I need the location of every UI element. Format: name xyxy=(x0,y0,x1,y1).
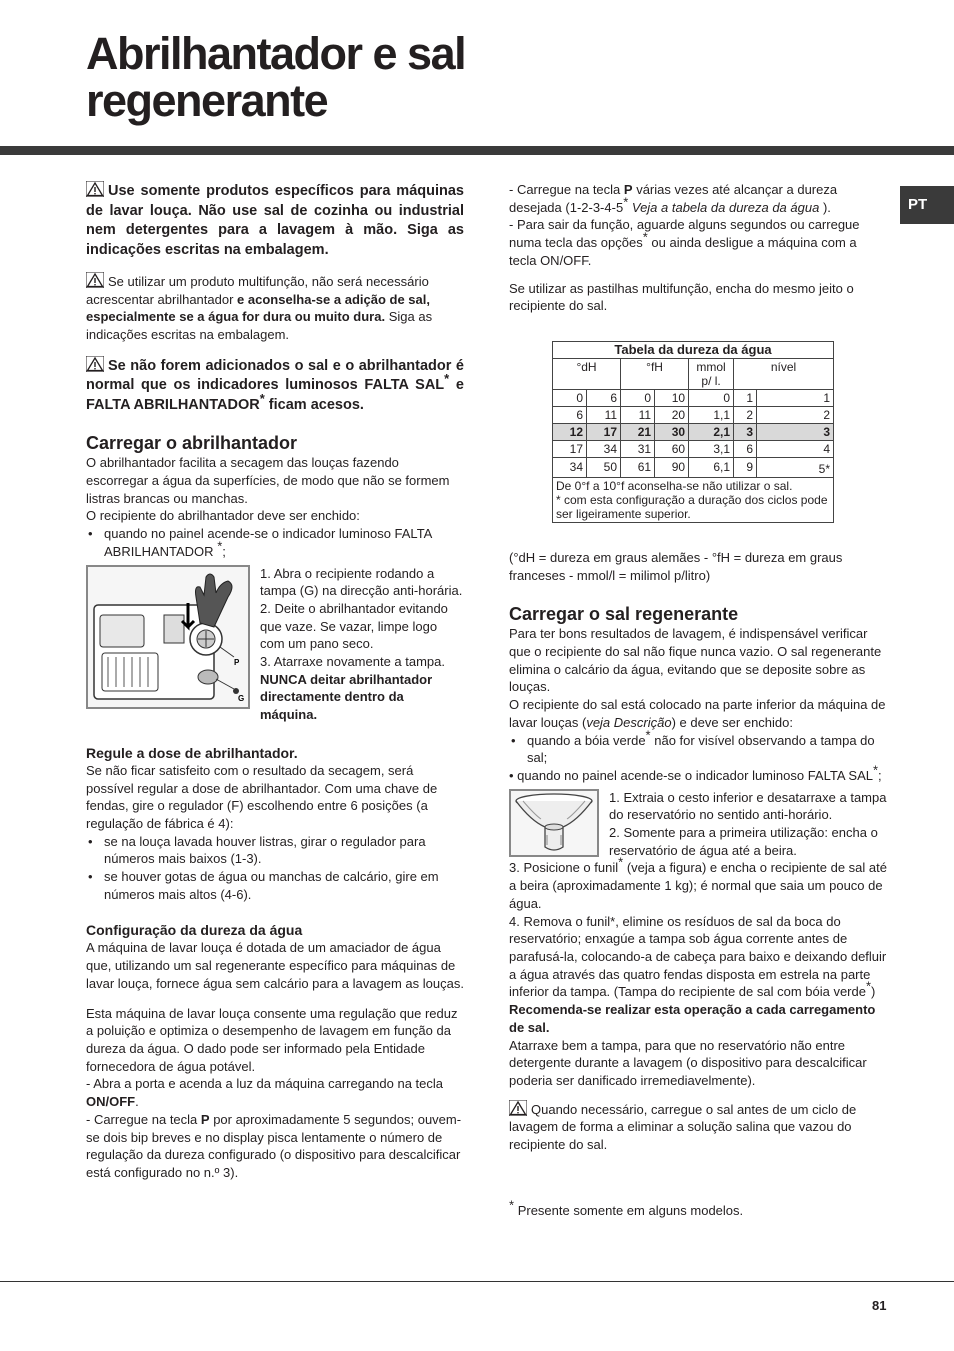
rinse-aid-dispenser-figure xyxy=(86,565,250,709)
rinse-aid-paragraph-2: O recipiente do abrilhantador deve ser enchido: xyxy=(86,508,360,524)
table-row xyxy=(553,389,834,406)
page-title xyxy=(86,30,465,124)
rinse-aid-step-2: 2. Deite o abrilhantador evitando que vaze. Se vazar, limpe logo com um pano seco. xyxy=(260,600,448,652)
hardness-paragraph-4 xyxy=(86,1111,464,1182)
table-cell: 0 xyxy=(553,389,587,406)
table-cell: 90 xyxy=(655,457,689,477)
p2-a: - Para sair da função, aguarde alguns segundos ou carregue numa tecla das opções xyxy=(509,217,860,251)
footnote: * Presente somente em alguns modelos. xyxy=(509,1197,744,1218)
dose-bullet-1: • se na louça lavada houver listras, girar o regulador para números mais baixos (1-3). xyxy=(86,833,464,868)
table-cell: 6 xyxy=(587,389,621,406)
table-cell: 6 xyxy=(553,406,587,423)
water-hardness-table xyxy=(552,341,834,523)
title-line-1: Abrilhantador e sal xyxy=(86,28,466,79)
table-row xyxy=(553,406,834,423)
table-cell: 0 xyxy=(621,389,655,406)
table-cell: 20 xyxy=(655,406,689,423)
salt-funnel-figure xyxy=(509,789,599,857)
salt-s3-b: (veja a figura) e encha o recipiente de sal até a beira (aproximadamente 1 kg); é normal que saia um pouco de água. xyxy=(509,860,887,911)
hardness-p3-c: . xyxy=(135,1094,139,1110)
hardness-paragraph-1: A máquina de lavar louça é dotada de um amaciador de água que, utilizando um sal regenerante específico para máquinas de lavar louça, fornece água sem calcário para a lavagem as louças. xyxy=(86,940,464,991)
table-cell: 34 xyxy=(587,440,621,457)
table-cell: 9 xyxy=(734,457,757,477)
title-line-2: regenerante xyxy=(86,75,328,126)
salt-step-2: 2. Somente para a primeira utilização: encha o reservatório de água até a beira. xyxy=(609,825,878,858)
table-cell: 1 xyxy=(734,389,757,406)
hardness-p3-a: - Abra a porta e acenda a luz da máquina carregando na tecla xyxy=(86,1076,444,1092)
warning-3-text-b: e FALTA ABRILHANTADOR xyxy=(86,377,464,413)
warning-3 xyxy=(86,356,464,416)
hardness-p3-onoff: ON/OFF xyxy=(86,1094,136,1110)
left-column xyxy=(86,181,464,1182)
salt-s3-a: 3. Posicione o funil xyxy=(509,860,619,876)
warning-icon xyxy=(86,356,104,372)
footnote-star: * xyxy=(217,538,223,554)
table-cell: 2,1 xyxy=(689,423,734,440)
rinse-aid-bullet-text: quando no painel acende-se o indicador luminoso FALTA ABRILHANTADOR xyxy=(104,526,432,559)
warning-icon xyxy=(509,1100,527,1116)
salt-bullet-2: • quando no painel acende-se o indicador luminoso FALTA SAL*; xyxy=(509,762,882,783)
salt-funnel-illustration xyxy=(511,791,597,855)
table-header-fh: °fH xyxy=(621,358,689,389)
table-row-highlighted xyxy=(553,423,834,440)
warning-2-text-a: Se utilizar um produto multifunção, não será necessário acrescentar abrilhantador xyxy=(86,274,429,307)
p2-b: ou ainda desligue a máquina com a tecla ON/OFF. xyxy=(509,235,857,268)
salt-p2-c: ) e deve ser enchido: xyxy=(671,714,793,730)
warning-1-text: Use somente produtos específicos para máquinas de lavar louça. Não use sal de cozinha ou industrial nem detergentes para a lavagem à mão. Siga as indicações escritas na embalagem. xyxy=(86,183,464,258)
table-note-2: * com esta configuração a duração dos ciclos pode ser ligeiramente superior. xyxy=(556,492,828,521)
salt-b1-a: quando a bóia verde xyxy=(527,732,646,748)
table-header-level: nível xyxy=(734,358,834,389)
table-cell: 17 xyxy=(587,423,621,440)
hardness-paragraph-3 xyxy=(86,1075,464,1110)
language-tab: PT xyxy=(900,186,954,224)
rinse-aid-bullet xyxy=(86,525,464,560)
salt-bullet-1: • quando a bóia verde* não for visível observando a tampa do sal; xyxy=(509,732,887,767)
table-cell: 11 xyxy=(621,406,655,423)
table-cell: 31 xyxy=(621,440,655,457)
dose-paragraph: Se não ficar satisfeito com o resultado da secagem, será possível regular a dose de abrilhantador. Com uma chave de fendas, gire o regulador (F) escolhendo entre 6 posições (a regulação de fábrica é 4): xyxy=(86,762,438,831)
table-cell: 60 xyxy=(655,440,689,457)
rinse-aid-heading: Carregar o abrilhantador xyxy=(86,433,298,454)
table-row xyxy=(553,457,834,477)
dose-bullet-2: • se houver gotas de água ou manchas de calcário, gire em números mais altos (4-6). xyxy=(86,868,464,903)
table-cell: 3,1 xyxy=(689,440,734,457)
multifunction-note: Se utilizar as pastilhas multifunção, encha do mesmo jeito o recipiente do sal. xyxy=(509,280,854,314)
salt-paragraph-1: Para ter bons resultados de lavagem, é indispensável verificar que o recipiente do sal não fique nunca vazio. O sal regenerante elimina o calcário da água, evitando que se deposite sobre as louças. xyxy=(509,626,882,695)
table-cell: 50 xyxy=(587,457,621,477)
rinse-aid-never-warning: NUNCA deitar abrilhantador directamente dentro da máquina. xyxy=(260,671,433,723)
table-cell: 0 xyxy=(689,389,734,406)
salt-p2-a: O recipiente do sal está colocado na parte inferior da máquina de lavar louças ( xyxy=(509,697,886,730)
warning-2-text-c: Siga as indicações escritas na embalagem. xyxy=(86,309,433,343)
salt-step-3: 3. Posicione o funil* (veja a figura) e encha o recipiente de sal até a beira (aproximadamente 1 kg); é normal que saia um pouco de água. xyxy=(509,855,887,911)
page-number: 81 xyxy=(872,1298,887,1313)
table-header-dh: °dH xyxy=(553,358,621,389)
hardness-heading: Configuração da dureza da água xyxy=(86,922,303,939)
header-rule xyxy=(0,146,954,155)
table-cell: 61 xyxy=(621,457,655,477)
salt-s4-a: 4. Remova o funil*, elimine os resíduos de sal da boca do reservatório; enxagúe a tampa sob água corrente antes de parafusá-la, colocando-a de cabeça para baixo e deixando defluir a água através das quatro fendas disposta em estrela na parte inferior da tampa. (Tampa do recipiente de sal com bóia verde xyxy=(509,913,887,1000)
table-notes xyxy=(553,477,834,522)
salt-step-4: 4. Remova o funil*, elimine os resíduos de sal da boca do reservatório; enxagúe a tampa sob água corrente antes de parafusá-la, colocando-a de cabeça para baixo e deixando defluir a água através das quatro fendas disposta em estrela na parte inferior da tampa. (Tampa do recipiente de sal com bóia verde*) xyxy=(509,913,887,1000)
label-p: P xyxy=(234,657,240,667)
salt-recommendation: Recomenda-se realizar esta operação a cada carregamento de sal. xyxy=(509,1002,876,1035)
warning-2-text-b: e aconselha-se a adição de sal, especialmente se a água for dura ou muito dura. xyxy=(86,291,430,325)
p1-e: ). xyxy=(822,199,831,215)
p1-c: várias vezes até alcançar a dureza desejada (1-2-3-4-5 xyxy=(509,182,838,215)
salt-b2-text: • quando no painel acende-se o indicador luminoso FALTA SAL xyxy=(509,767,873,783)
salt-warning xyxy=(509,1100,887,1154)
footnote-star: * xyxy=(259,390,265,406)
warning-2 xyxy=(86,272,464,344)
table-cell: 6 xyxy=(734,440,757,457)
table-cell: 2 xyxy=(757,406,834,423)
salt-step-1: 1. Extraia o cesto inferior e desatarraxe a tampa do reservatório no sentido anti-horário. xyxy=(609,789,887,823)
warning-3-text-a: Se não forem adicionados o sal e o abrilhantador é normal que os indicadores luminosos FALTA SAL xyxy=(86,357,464,394)
table-cell: 4 xyxy=(757,440,834,457)
warning-icon xyxy=(86,181,104,197)
table-title: Tabela da dureza da água xyxy=(553,341,834,358)
hardness-paragraph-6: - Para sair da função, aguarde alguns segundos ou carregue numa tecla das opções* ou ainda desligue a máquina com a tecla ON/OFF. xyxy=(509,217,860,268)
table-cell: 30 xyxy=(655,423,689,440)
table-cell: 5* xyxy=(757,457,834,477)
warning-icon xyxy=(86,272,104,288)
salt-paragraph-3: Atarraxe bem a tampa, para que no reservatório não entre detergente durante a lavagem (o dispositivo para descalcificar poderia ser danificado irremediavelmente). xyxy=(509,1037,867,1088)
salt-heading: Carregar o sal regenerante xyxy=(509,604,739,625)
p1-key: P xyxy=(623,182,633,197)
footnote-star: * xyxy=(444,371,450,387)
hardness-p4-c: por aproximadamente 5 segundos; ouvem-se dois bip breves e no display pisca lentamente o número de regulação da dureza configurado (o dispositivo para descalcificar está configurado no n.º 3). xyxy=(86,1111,462,1180)
rinse-aid-dispenser-illustration xyxy=(88,567,248,707)
hardness-p4-key: P xyxy=(200,1111,210,1127)
rinse-aid-paragraph-1: O abrilhantador facilita a secagem das louças fazendo escorregar a água da superfícies, de modo que não se formem listras brancas ou manchas. xyxy=(86,455,450,506)
table-cell: 2 xyxy=(734,406,757,423)
warning-3-text-c: ficam acesos. xyxy=(268,396,364,413)
table-header-mmol: mmol p/ l. xyxy=(689,358,734,389)
salt-b1-b: não for visível observando a tampa do sal; xyxy=(527,732,875,766)
table-cell: 11 xyxy=(587,406,621,423)
warning-1 xyxy=(86,181,464,260)
table-cell: 1,1 xyxy=(689,406,734,423)
table-row xyxy=(553,440,834,457)
table-cell: 34 xyxy=(553,457,587,477)
hardness-units-note: (°dH = dureza em graus alemães - °fH = dureza em graus franceses - mmol/l = milimol p/litro) xyxy=(509,549,843,583)
table-cell: 6,1 xyxy=(689,457,734,477)
p1-a: - Carregue na tecla xyxy=(509,182,621,197)
footer-rule xyxy=(0,1281,954,1282)
hardness-paragraph-2: Esta máquina de lavar louça consente uma regulação que reduz a poluição e optimiza o desempenho de lavagem em função da dureza da água. O dado pode ser informado pela Entidade fornecedora de água potável. xyxy=(86,1005,458,1074)
rinse-aid-step-3: 3. Atarraxe novamente a tampa. xyxy=(260,654,445,670)
salt-paragraph-2 xyxy=(509,696,887,731)
hardness-paragraph-5: - Carregue na tecla P várias vezes até alcançar a dureza desejada (1-2-3-4-5* Veja a tabela da dureza da água ). xyxy=(509,182,838,215)
dose-heading: Regule a dose de abrilhantador. xyxy=(86,744,298,761)
salt-s4-b: ) xyxy=(871,984,876,1000)
rinse-aid-step-1: 1. Abra o recipiente rodando a tampa (G) na direcção anti-horária. xyxy=(260,565,463,599)
salt-p2-ref: veja Descrição xyxy=(586,714,672,730)
label-g: G xyxy=(238,693,245,703)
table-note-1: De 0°f a 10°f aconselha-se não utilizar o sal. xyxy=(556,478,793,493)
table-cell: 3 xyxy=(757,423,834,440)
p1-table-ref: Veja a tabela da dureza da água xyxy=(631,199,820,215)
table-cell: 12 xyxy=(553,423,587,440)
salt-b2-end: ; xyxy=(878,767,882,783)
footnote-text: Presente somente em alguns modelos. xyxy=(517,1202,744,1218)
table-cell: 21 xyxy=(621,423,655,440)
right-column xyxy=(509,181,887,1219)
table-cell: 3 xyxy=(734,423,757,440)
rinse-aid-bullet-end: ; xyxy=(222,543,226,559)
salt-warning-text: Quando necessário, carregue o sal antes de um ciclo de lavagem de forma a eliminar a solução salina que vazou do recipiente do sal. xyxy=(509,1101,857,1153)
table-cell: 10 xyxy=(655,389,689,406)
table-cell: 1 xyxy=(757,389,834,406)
hardness-p4-a: - Carregue na tecla xyxy=(86,1111,198,1127)
table-cell: 17 xyxy=(553,440,587,457)
